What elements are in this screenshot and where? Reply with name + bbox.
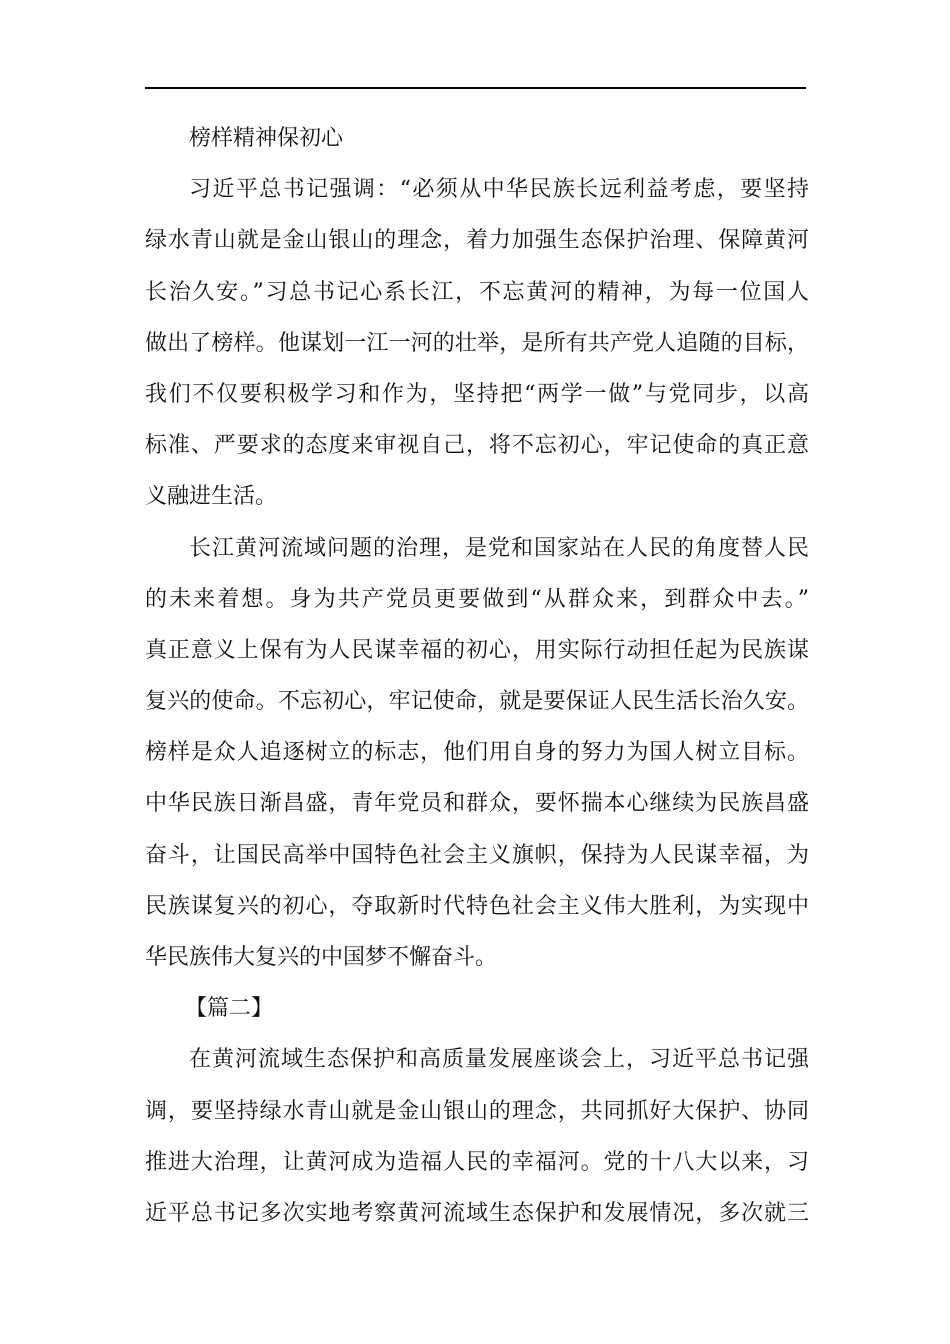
paragraph-line: 长江黄河流域问题的治理，是党和国家站在人民的角度替人民 xyxy=(189,535,809,561)
paragraph-line: 榜样是众人追逐树立的标志，他们用自身的努力为国人树立目标。 xyxy=(145,740,809,766)
section-marker: 【篇二】 xyxy=(185,996,274,1022)
paragraph-line: 在黄河流域生态保护和高质量发展座谈会上，习近平总书记强 xyxy=(189,1047,809,1073)
paragraph-line: 做出了榜样。他谋划一江一河的壮举，是所有共产党人追随的目标， xyxy=(145,330,809,356)
paragraph-line: 绿水青山就是金山银山的理念，着力加强生态保护治理、保障黄河 xyxy=(145,228,809,254)
paragraph-line: 的未来着想。身为共产党员更要做到“从群众来，到群众中去。” xyxy=(145,586,809,612)
paragraph-line: 习近平总书记强调：“必须从中华民族长远利益考虑，要坚持 xyxy=(189,177,809,203)
paragraph-line: 奋斗，让国民高举中国特色社会主义旗帜，保持为人民谋幸福，为 xyxy=(145,842,809,868)
paragraph-line: 中华民族日渐昌盛，青年党员和群众，要怀揣本心继续为民族昌盛 xyxy=(145,791,809,817)
header-rule xyxy=(145,87,806,89)
paragraph-line: 调，要坚持绿水青山就是金山银山的理念，共同抓好大保护、协同 xyxy=(145,1098,809,1124)
paragraph-line: 义融进生活。 xyxy=(145,484,278,510)
paragraph-line: 民族谋复兴的初心，夺取新时代特色社会主义伟大胜利，为实现中 xyxy=(145,893,809,919)
document-body xyxy=(145,113,809,1239)
section-heading: 榜样精神保初心 xyxy=(189,126,344,151)
paragraph-line: 推进大治理，让黄河成为造福人民的幸福河。党的十八大以来，习 xyxy=(145,1149,809,1175)
paragraph-line: 近平总书记多次实地考察黄河流域生态保护和发展情况，多次就三 xyxy=(145,1200,809,1226)
paragraph-line: 长治久安。”习总书记心系长江，不忘黄河的精神，为每一位国人 xyxy=(145,279,809,305)
paragraph-line: 我们不仅要积极学习和作为，坚持把“两学一做”与党同步，以高 xyxy=(145,381,809,407)
paragraph-line: 标准、严要求的态度来审视自己，将不忘初心，牢记使命的真正意 xyxy=(145,433,809,459)
paragraph-line: 复兴的使命。不忘初心，牢记使命，就是要保证人民生活长治久安。 xyxy=(145,689,809,715)
paragraph-line: 华民族伟大复兴的中国梦不懈奋斗。 xyxy=(145,945,498,970)
paragraph-line: 真正意义上保有为人民谋幸福的初心，用实际行动担任起为民族谋 xyxy=(145,637,809,663)
